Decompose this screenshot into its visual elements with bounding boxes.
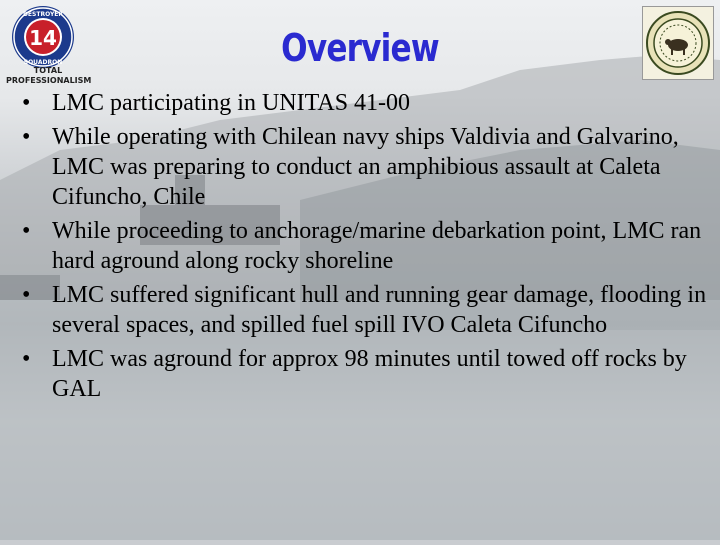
bullet-item [22, 88, 712, 118]
bullet-dot: • [22, 346, 31, 372]
bullet-item [22, 280, 712, 340]
bullet-text: While proceeding to anchorage/marine debarkation point, LMC ran hard aground along rocky shoreline [52, 218, 702, 274]
slide-title: Overview [281, 26, 439, 70]
logo-top-text: DESTROYER [22, 11, 64, 18]
bullet-item [22, 216, 712, 276]
bullet-item [22, 122, 712, 212]
motto-line-1: TOTAL [33, 66, 63, 75]
motto-line-2: PROFESSIONALISM [6, 76, 92, 85]
squadron-number: 14 [29, 26, 57, 50]
ship-crest-icon [642, 6, 714, 80]
bullet-dot: • [22, 124, 31, 150]
bullet-text: LMC suffered significant hull and running gear damage, flooding in several spaces, and spilled fuel spill IVO Caleta Cifuncho [52, 282, 707, 338]
bullet-dot: • [22, 90, 31, 116]
bullet-text: LMC was aground for approx 98 minutes until towed off rocks by GAL [52, 346, 687, 402]
bullet-item [22, 344, 712, 404]
bullet-list [22, 88, 712, 408]
bullet-dot: • [22, 282, 31, 308]
logo-bottom-text: SQUADRON [23, 59, 63, 66]
bullet-dot: • [22, 218, 31, 244]
bullet-text: LMC participating in UNITAS 41-00 [52, 90, 411, 116]
bullet-text: While operating with Chilean navy ships Valdivia and Galvarino, LMC was preparing to conduct an amphibious assault at Caleta Cifuncho, Chile [52, 124, 679, 210]
